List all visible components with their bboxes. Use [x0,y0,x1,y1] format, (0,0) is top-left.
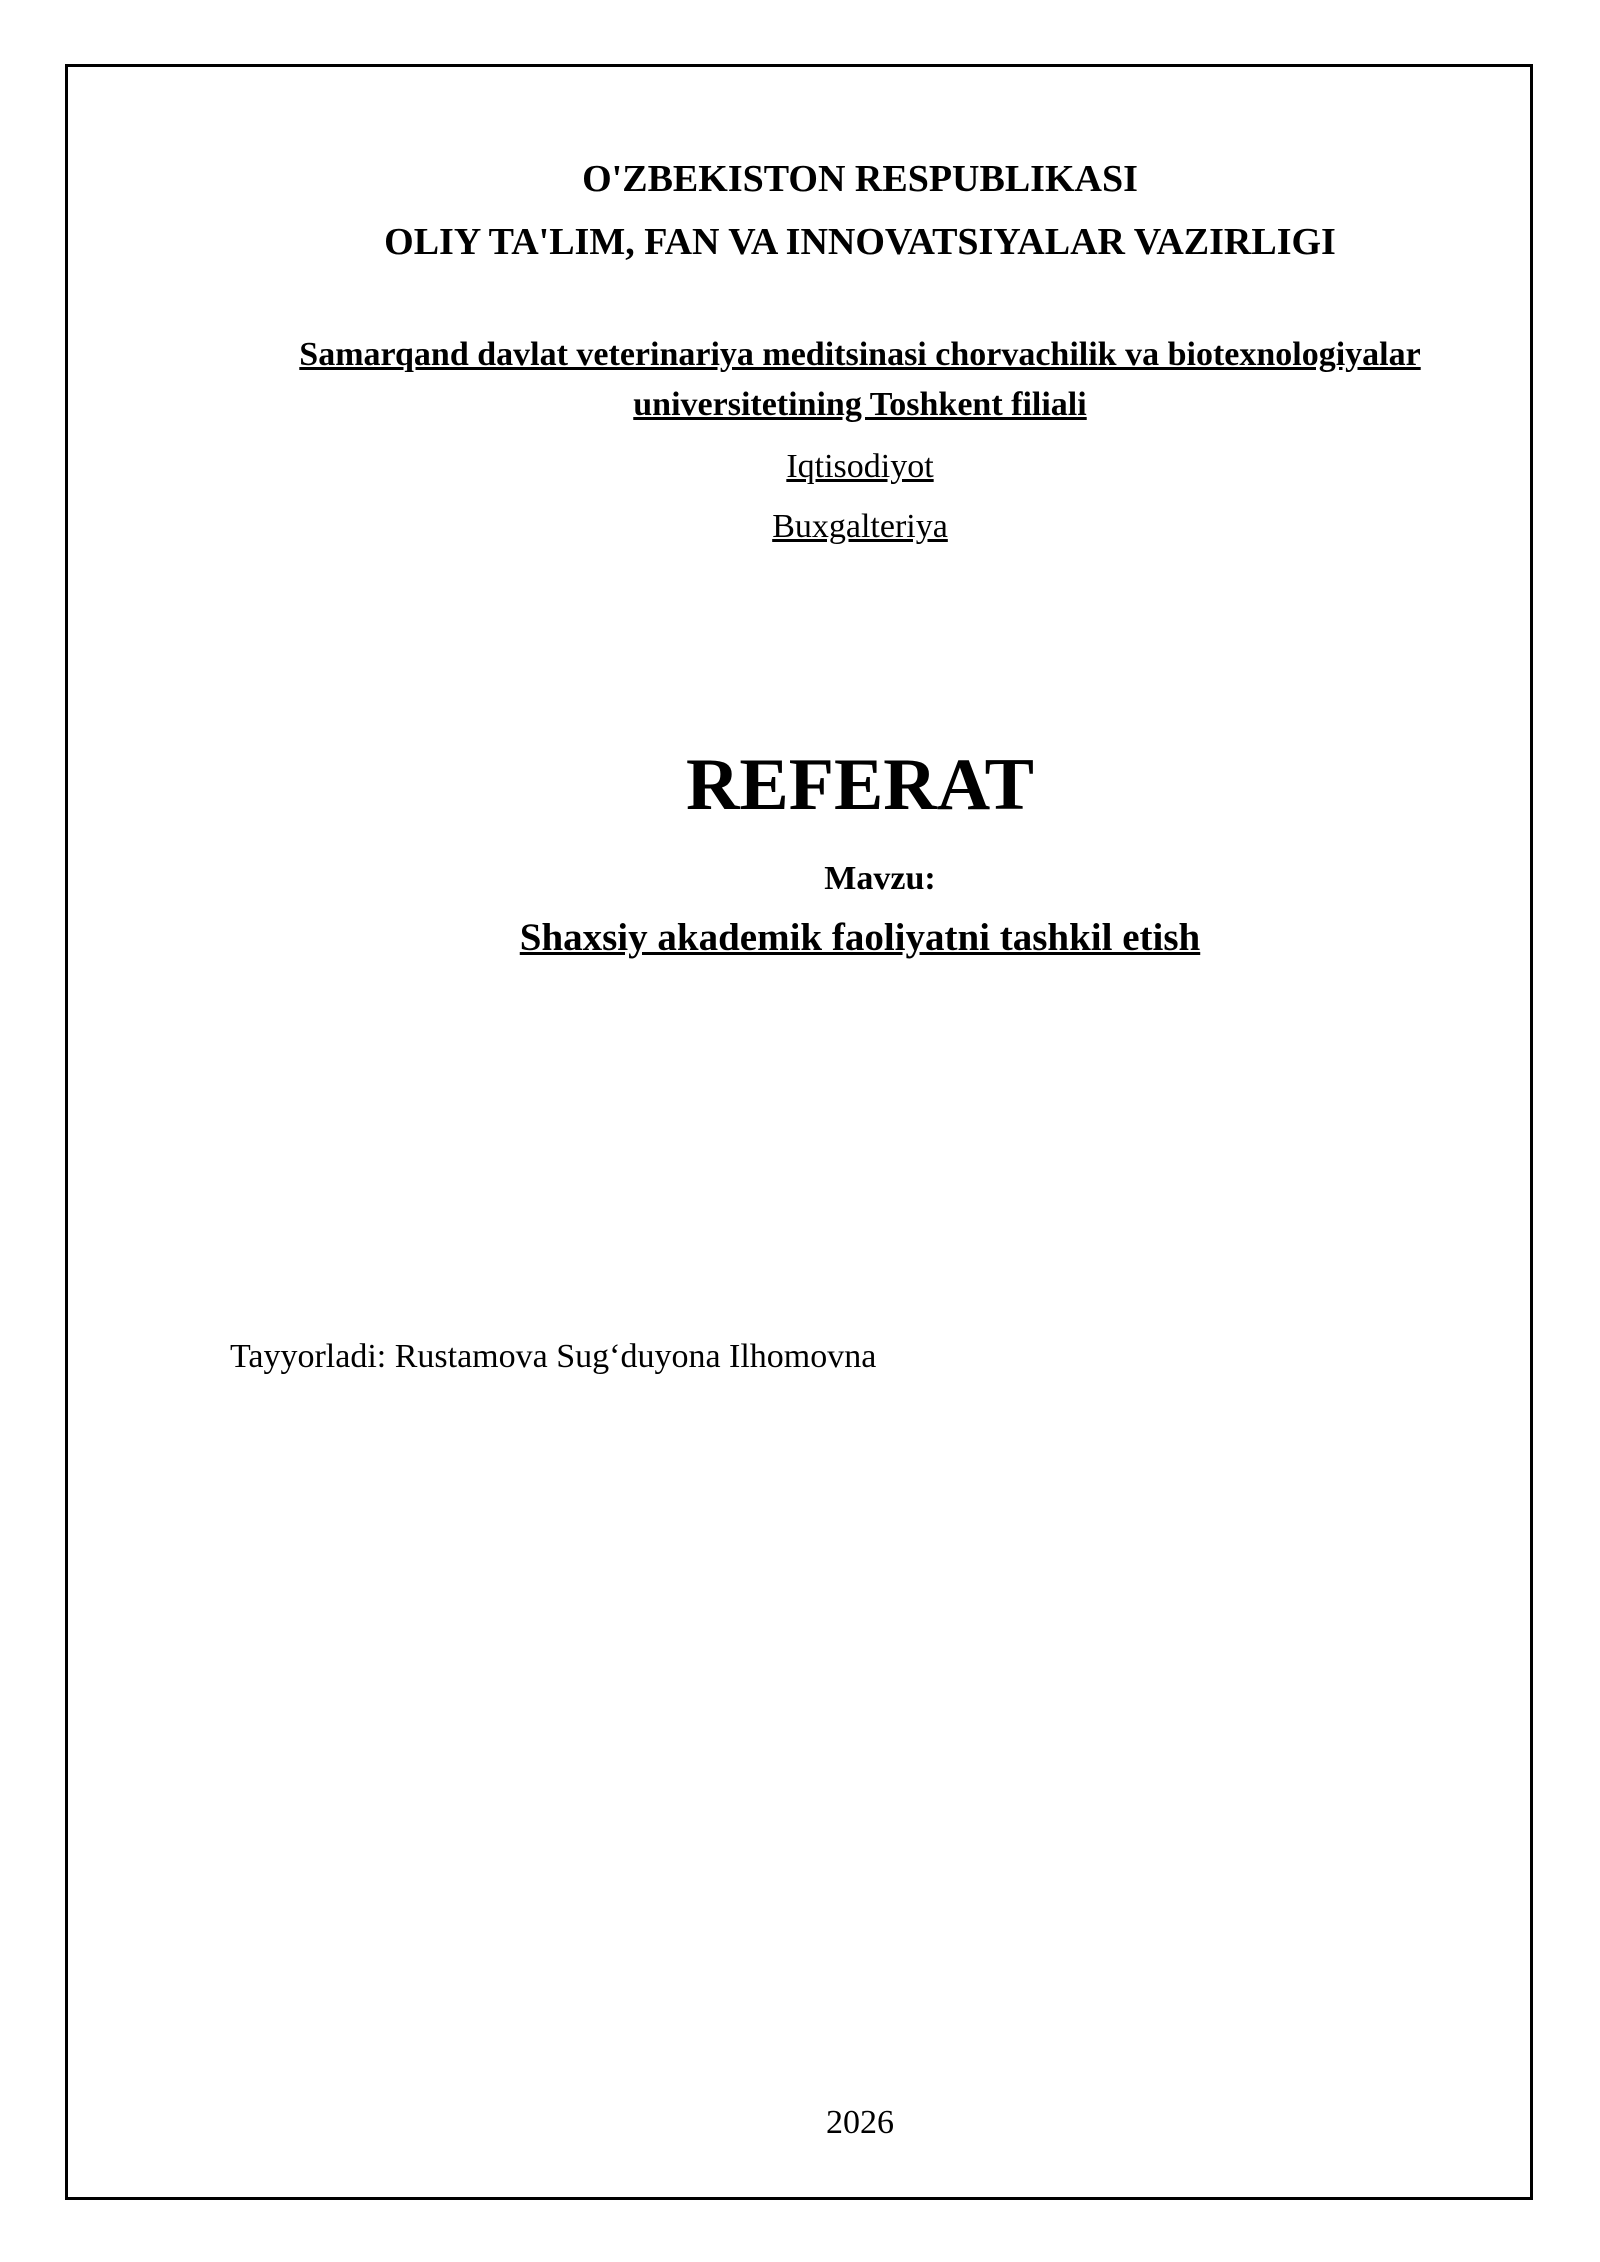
country-heading: O'ZBEKISTON RESPUBLIKASI [582,158,1138,200]
document-type-title: REFERAT [685,744,1035,826]
topic-label: Mavzu: [824,860,936,897]
topic-title: Shaxsiy akademik faoliyatni tashkil etish [519,916,1201,959]
page-border [65,64,1533,2200]
institution-name-line-1: Samarqand davlat veterinariya meditsinasi chorvachilik va biotexnologiyalar [299,336,1421,373]
ministry-heading: OLIY TA'LIM, FAN VA INNOVATSIYALAR VAZIRLIGI [384,221,1336,263]
institution-name-line-2: universitetining Toshkent filiali [633,386,1087,423]
year: 2026 [826,2104,894,2141]
faculty-name: Iqtisodiyot [786,448,934,485]
author-line: Tayyorladi: Rustamova Sug‘duyona Ilhomovna [230,1338,877,1375]
department-name: Buxgalteriya [772,508,948,545]
